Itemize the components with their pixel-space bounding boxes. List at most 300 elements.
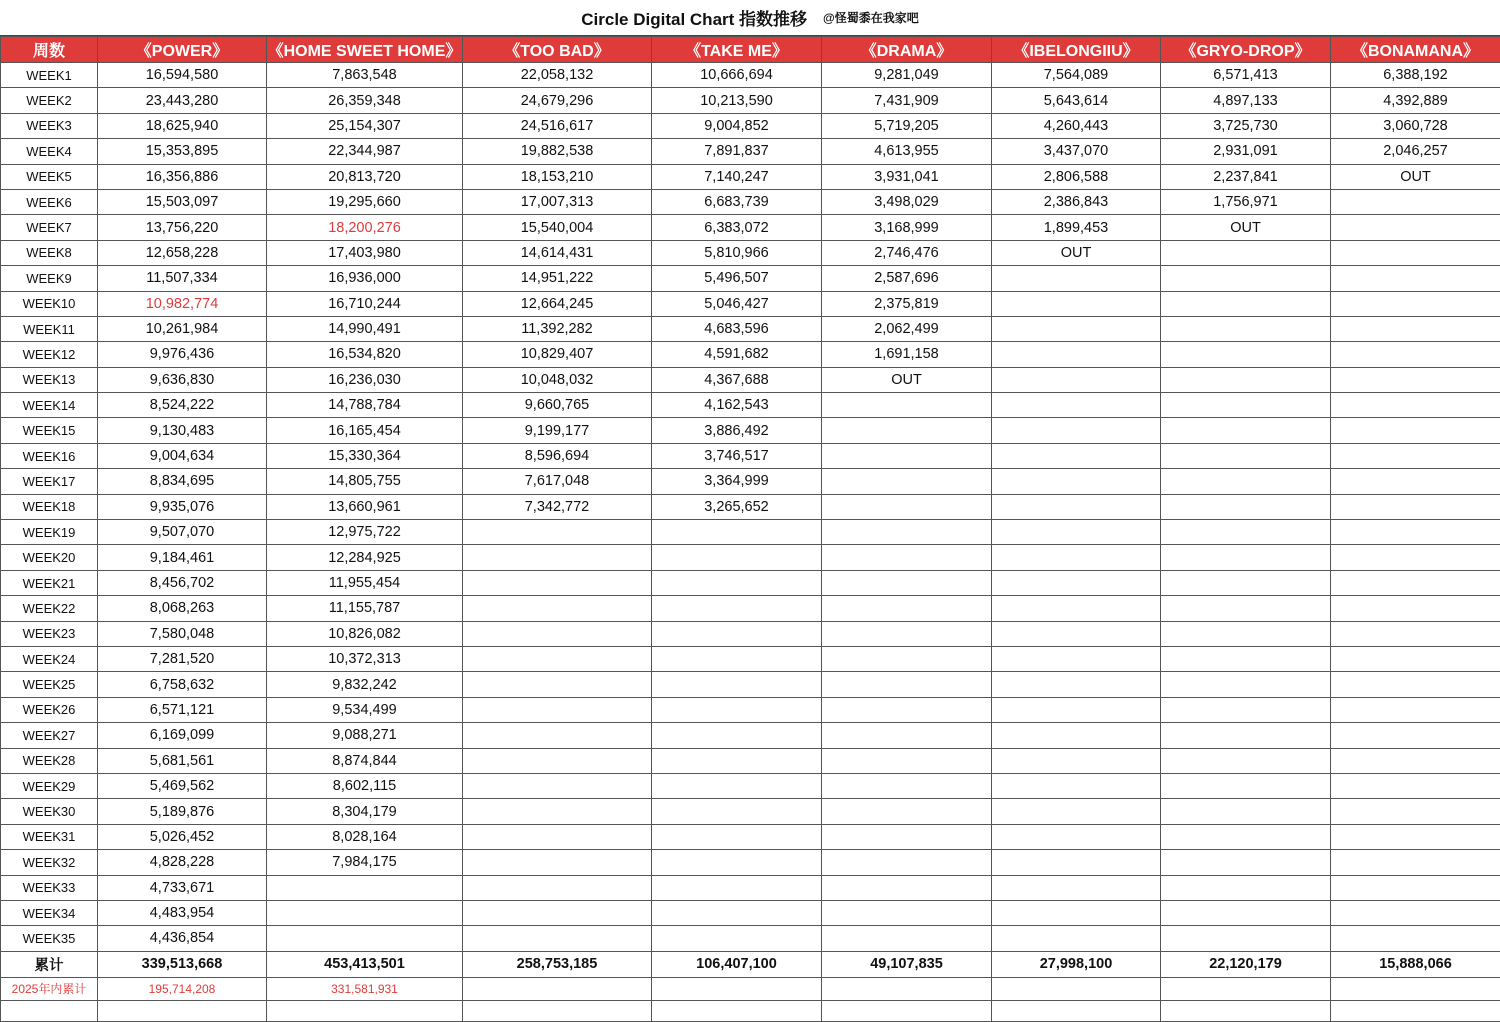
table-cell — [1161, 418, 1331, 443]
table-row — [1, 240, 1500, 265]
table-cell: 20,813,720 — [267, 164, 463, 189]
table-cell — [463, 570, 652, 595]
table-cell: 6,169,099 — [98, 723, 267, 748]
column-header-song: 《BONAMANA》 — [1331, 37, 1500, 63]
year-total-cell — [652, 977, 822, 1000]
total-cell: 339,513,668 — [98, 951, 267, 977]
table-cell — [1161, 469, 1331, 494]
week-label: WEEK16 — [1, 443, 98, 468]
table-cell — [1331, 875, 1500, 900]
table-cell: 22,058,132 — [463, 63, 652, 88]
table-cell — [1331, 621, 1500, 646]
table-cell: 10,261,984 — [98, 316, 267, 341]
table-cell — [992, 723, 1161, 748]
table-cell: 14,990,491 — [267, 316, 463, 341]
table-cell: 8,304,179 — [267, 799, 463, 824]
table-cell — [1331, 824, 1500, 849]
week-label: WEEK9 — [1, 266, 98, 291]
table-cell: 24,516,617 — [463, 113, 652, 138]
table-cell: 12,975,722 — [267, 520, 463, 545]
table-row — [1, 621, 1500, 646]
table-cell: 12,284,925 — [267, 545, 463, 570]
week-label: WEEK15 — [1, 418, 98, 443]
table-cell: 5,496,507 — [652, 266, 822, 291]
table-cell — [1331, 672, 1500, 697]
table-row — [1, 393, 1500, 418]
table-cell — [463, 646, 652, 671]
table-cell — [652, 520, 822, 545]
table-cell — [463, 824, 652, 849]
table-cell — [463, 875, 652, 900]
truncated-row — [1, 1000, 1500, 1021]
table-cell: 9,004,634 — [98, 443, 267, 468]
week-label: WEEK24 — [1, 646, 98, 671]
table-cell: 6,383,072 — [652, 215, 822, 240]
table-cell: 5,046,427 — [652, 291, 822, 316]
table-row — [1, 443, 1500, 468]
table-cell — [1331, 646, 1500, 671]
week-label: WEEK5 — [1, 164, 98, 189]
table-cell — [992, 697, 1161, 722]
week-label: WEEK6 — [1, 189, 98, 214]
truncated-cell — [1331, 1000, 1500, 1021]
table-row — [1, 697, 1500, 722]
table-cell: 18,200,276 — [267, 215, 463, 240]
table-cell — [463, 773, 652, 798]
table-cell: 6,388,192 — [1331, 63, 1500, 88]
table-cell: 16,594,580 — [98, 63, 267, 88]
table-cell — [992, 672, 1161, 697]
table-cell: 12,658,228 — [98, 240, 267, 265]
table-row — [1, 646, 1500, 671]
table-cell — [652, 875, 822, 900]
table-cell — [1331, 723, 1500, 748]
table-row — [1, 900, 1500, 925]
table-cell — [992, 596, 1161, 621]
table-cell — [822, 570, 992, 595]
week-label: WEEK33 — [1, 875, 98, 900]
table-cell — [1331, 342, 1500, 367]
table-cell: 8,602,115 — [267, 773, 463, 798]
table-row — [1, 291, 1500, 316]
table-cell: 4,591,682 — [652, 342, 822, 367]
table-cell: OUT — [1161, 215, 1331, 240]
week-label: WEEK29 — [1, 773, 98, 798]
table-cell — [1331, 316, 1500, 341]
table-cell — [992, 469, 1161, 494]
table-cell: 7,984,175 — [267, 850, 463, 875]
table-cell: 7,580,048 — [98, 621, 267, 646]
total-cell: 453,413,501 — [267, 951, 463, 977]
table-cell — [1161, 443, 1331, 468]
table-row — [1, 266, 1500, 291]
table-cell: 9,199,177 — [463, 418, 652, 443]
table-cell: 17,403,980 — [267, 240, 463, 265]
title-bar — [0, 0, 1500, 36]
table-cell: 1,756,971 — [1161, 189, 1331, 214]
table-cell: 15,503,097 — [98, 189, 267, 214]
table-cell — [1331, 850, 1500, 875]
column-header-song: 《TOO BAD》 — [463, 37, 652, 63]
table-cell: 4,436,854 — [98, 926, 267, 951]
table-cell — [992, 646, 1161, 671]
table-cell — [822, 646, 992, 671]
table-row — [1, 773, 1500, 798]
table-cell — [1161, 266, 1331, 291]
column-header-song: 《GRYO-DROP》 — [1161, 37, 1331, 63]
truncated-cell — [822, 1000, 992, 1021]
table-cell — [992, 621, 1161, 646]
table-cell — [1331, 773, 1500, 798]
week-label: WEEK3 — [1, 113, 98, 138]
table-cell — [463, 850, 652, 875]
table-cell — [652, 646, 822, 671]
table-cell: 7,431,909 — [822, 88, 992, 113]
table-cell: 8,524,222 — [98, 393, 267, 418]
table-row — [1, 418, 1500, 443]
table-cell — [822, 545, 992, 570]
week-label: WEEK27 — [1, 723, 98, 748]
table-cell: 3,498,029 — [822, 189, 992, 214]
week-label: WEEK18 — [1, 494, 98, 519]
table-row — [1, 139, 1500, 164]
table-cell: 9,935,076 — [98, 494, 267, 519]
table-cell: 4,162,543 — [652, 393, 822, 418]
week-label: WEEK28 — [1, 748, 98, 773]
table-cell: 10,826,082 — [267, 621, 463, 646]
table-cell — [463, 545, 652, 570]
table-cell: 4,828,228 — [98, 850, 267, 875]
table-cell: 3,265,652 — [652, 494, 822, 519]
table-cell — [463, 926, 652, 951]
table-cell — [1161, 646, 1331, 671]
page-subtitle: @怪蜀黍在我家吧 — [823, 9, 919, 26]
table-cell: 9,660,765 — [463, 393, 652, 418]
table-cell — [267, 926, 463, 951]
table-cell: 15,330,364 — [267, 443, 463, 468]
week-label: WEEK32 — [1, 850, 98, 875]
table-cell: 5,810,966 — [652, 240, 822, 265]
table-cell: 4,483,954 — [98, 900, 267, 925]
table-cell: 7,140,247 — [652, 164, 822, 189]
table-cell — [1161, 900, 1331, 925]
table-cell: OUT — [992, 240, 1161, 265]
table-cell: 5,026,452 — [98, 824, 267, 849]
week-label: WEEK20 — [1, 545, 98, 570]
table-cell: 5,189,876 — [98, 799, 267, 824]
year-total-cell — [1161, 977, 1331, 1000]
table-cell: 16,165,454 — [267, 418, 463, 443]
table-cell: 16,710,244 — [267, 291, 463, 316]
table-cell — [1161, 291, 1331, 316]
table-cell — [1331, 367, 1500, 392]
table-cell — [1331, 443, 1500, 468]
table-cell — [267, 900, 463, 925]
week-label: WEEK19 — [1, 520, 98, 545]
table-cell: 18,153,210 — [463, 164, 652, 189]
table-cell: 3,060,728 — [1331, 113, 1500, 138]
table-cell: 3,364,999 — [652, 469, 822, 494]
table-body — [1, 63, 1500, 1022]
table-row — [1, 545, 1500, 570]
week-label: WEEK2 — [1, 88, 98, 113]
table-cell — [1161, 799, 1331, 824]
table-cell: 7,564,089 — [992, 63, 1161, 88]
table-cell — [822, 900, 992, 925]
table-cell: 26,359,348 — [267, 88, 463, 113]
table-cell: 11,155,787 — [267, 596, 463, 621]
table-cell — [822, 443, 992, 468]
table-cell: 24,679,296 — [463, 88, 652, 113]
week-label: WEEK10 — [1, 291, 98, 316]
table-cell — [992, 900, 1161, 925]
total-row — [1, 951, 1500, 977]
table-cell — [1161, 697, 1331, 722]
table-cell — [1161, 494, 1331, 519]
column-header-song: 《POWER》 — [98, 37, 267, 63]
table-cell — [652, 926, 822, 951]
table-cell: 3,931,041 — [822, 164, 992, 189]
column-header-song: 《IBELONGIIU》 — [992, 37, 1161, 63]
table-cell: 2,375,819 — [822, 291, 992, 316]
table-cell: 3,886,492 — [652, 418, 822, 443]
table-cell: 18,625,940 — [98, 113, 267, 138]
table-cell: 5,469,562 — [98, 773, 267, 798]
table-cell — [1161, 773, 1331, 798]
table-cell — [822, 697, 992, 722]
year-total-row — [1, 977, 1500, 1000]
table-cell: OUT — [822, 367, 992, 392]
table-cell — [822, 723, 992, 748]
table-cell — [1331, 189, 1500, 214]
table-cell — [652, 697, 822, 722]
table-cell: 5,719,205 — [822, 113, 992, 138]
table-cell: 19,295,660 — [267, 189, 463, 214]
table-row — [1, 723, 1500, 748]
year-total-label: 2025年内累计 — [1, 977, 98, 1000]
week-label: WEEK8 — [1, 240, 98, 265]
table-cell: 2,237,841 — [1161, 164, 1331, 189]
year-total-cell: 195,714,208 — [98, 977, 267, 1000]
table-cell — [992, 316, 1161, 341]
table-cell: 3,725,730 — [1161, 113, 1331, 138]
table-cell: 11,507,334 — [98, 266, 267, 291]
table-cell — [463, 723, 652, 748]
table-cell — [822, 393, 992, 418]
week-label: WEEK34 — [1, 900, 98, 925]
table-cell — [1331, 215, 1500, 240]
table-cell: 9,088,271 — [267, 723, 463, 748]
table-row — [1, 570, 1500, 595]
table-cell — [822, 824, 992, 849]
table-cell — [992, 520, 1161, 545]
column-header-song: 《HOME SWEET HOME》 — [267, 37, 463, 63]
truncated-cell — [992, 1000, 1161, 1021]
table-cell: 5,681,561 — [98, 748, 267, 773]
truncated-cell — [267, 1000, 463, 1021]
table-cell — [463, 520, 652, 545]
table-cell — [992, 418, 1161, 443]
total-cell: 15,888,066 — [1331, 951, 1500, 977]
table-cell — [463, 799, 652, 824]
header-row — [1, 37, 1500, 63]
table-cell — [652, 723, 822, 748]
table-cell — [992, 393, 1161, 418]
table-cell: 2,806,588 — [992, 164, 1161, 189]
total-cell: 27,998,100 — [992, 951, 1161, 977]
table-cell — [463, 697, 652, 722]
table-cell — [463, 672, 652, 697]
table-cell — [822, 748, 992, 773]
week-label: WEEK31 — [1, 824, 98, 849]
table-row — [1, 520, 1500, 545]
table-cell: 10,982,774 — [98, 291, 267, 316]
table-cell: 11,392,282 — [463, 316, 652, 341]
table-cell — [992, 443, 1161, 468]
week-label: WEEK17 — [1, 469, 98, 494]
table-row — [1, 342, 1500, 367]
table-cell: 2,746,476 — [822, 240, 992, 265]
table-cell — [463, 748, 652, 773]
table-cell — [1331, 570, 1500, 595]
table-cell — [1331, 418, 1500, 443]
table-cell: 7,342,772 — [463, 494, 652, 519]
week-label: WEEK21 — [1, 570, 98, 595]
table-cell — [1161, 824, 1331, 849]
table-cell — [992, 570, 1161, 595]
table-cell — [992, 799, 1161, 824]
table-cell — [1161, 723, 1331, 748]
column-header-song: 《DRAMA》 — [822, 37, 992, 63]
table-cell: 3,168,999 — [822, 215, 992, 240]
table-cell: 9,507,070 — [98, 520, 267, 545]
table-cell — [1161, 875, 1331, 900]
week-label: WEEK13 — [1, 367, 98, 392]
table-cell: 9,184,461 — [98, 545, 267, 570]
table-cell: 8,068,263 — [98, 596, 267, 621]
table-cell — [652, 799, 822, 824]
table-cell: 6,571,413 — [1161, 63, 1331, 88]
table-cell — [652, 900, 822, 925]
column-header-week: 周数 — [1, 37, 98, 63]
table-cell — [992, 342, 1161, 367]
table-cell: 4,260,443 — [992, 113, 1161, 138]
table-cell — [1161, 850, 1331, 875]
table-cell: 8,456,702 — [98, 570, 267, 595]
table-cell — [1161, 545, 1331, 570]
table-cell — [1331, 520, 1500, 545]
table-cell — [992, 926, 1161, 951]
table-row — [1, 799, 1500, 824]
table-cell: 14,951,222 — [463, 266, 652, 291]
table-cell: 2,386,843 — [992, 189, 1161, 214]
data-table — [0, 36, 1500, 1022]
total-cell: 106,407,100 — [652, 951, 822, 977]
table-cell: 8,596,694 — [463, 443, 652, 468]
table-cell: 13,660,961 — [267, 494, 463, 519]
table-cell: 8,874,844 — [267, 748, 463, 773]
table-cell — [1161, 672, 1331, 697]
table-cell — [1161, 596, 1331, 621]
table-cell — [463, 621, 652, 646]
table-cell — [992, 748, 1161, 773]
table-row — [1, 850, 1500, 875]
table-cell — [822, 520, 992, 545]
table-cell: 22,344,987 — [267, 139, 463, 164]
table-cell: 4,897,133 — [1161, 88, 1331, 113]
table-cell — [652, 596, 822, 621]
table-cell: 3,746,517 — [652, 443, 822, 468]
table-cell — [1331, 291, 1500, 316]
table-cell — [652, 621, 822, 646]
table-cell: 2,062,499 — [822, 316, 992, 341]
table-row — [1, 748, 1500, 773]
table-cell: 4,367,688 — [652, 367, 822, 392]
table-cell — [1331, 393, 1500, 418]
week-label: WEEK22 — [1, 596, 98, 621]
table-cell — [463, 900, 652, 925]
table-cell: 5,643,614 — [992, 88, 1161, 113]
table-cell — [1331, 545, 1500, 570]
table-row — [1, 215, 1500, 240]
week-label: WEEK30 — [1, 799, 98, 824]
table-cell: 16,534,820 — [267, 342, 463, 367]
table-cell: 2,931,091 — [1161, 139, 1331, 164]
table-cell — [1331, 494, 1500, 519]
table-cell: 10,213,590 — [652, 88, 822, 113]
table-cell: 19,882,538 — [463, 139, 652, 164]
week-label: WEEK35 — [1, 926, 98, 951]
year-total-cell — [1331, 977, 1500, 1000]
week-label: WEEK26 — [1, 697, 98, 722]
table-cell: 1,899,453 — [992, 215, 1161, 240]
truncated-cell — [463, 1000, 652, 1021]
table-row — [1, 469, 1500, 494]
table-row — [1, 926, 1500, 951]
table-cell: 11,955,454 — [267, 570, 463, 595]
table-row — [1, 494, 1500, 519]
week-label: WEEK7 — [1, 215, 98, 240]
table-cell — [992, 266, 1161, 291]
table-cell — [822, 621, 992, 646]
table-cell — [822, 418, 992, 443]
table-row — [1, 189, 1500, 214]
table-cell — [1161, 316, 1331, 341]
table-cell: 14,788,784 — [267, 393, 463, 418]
week-label: WEEK11 — [1, 316, 98, 341]
table-cell: 16,936,000 — [267, 266, 463, 291]
table-cell: 10,048,032 — [463, 367, 652, 392]
table-cell: 15,353,895 — [98, 139, 267, 164]
table-cell — [1331, 240, 1500, 265]
total-label: 累计 — [1, 951, 98, 977]
table-cell — [1161, 240, 1331, 265]
table-cell: 9,534,499 — [267, 697, 463, 722]
total-cell: 22,120,179 — [1161, 951, 1331, 977]
table-cell: 10,666,694 — [652, 63, 822, 88]
table-cell — [992, 291, 1161, 316]
table-row — [1, 596, 1500, 621]
table-cell — [992, 850, 1161, 875]
week-label: WEEK23 — [1, 621, 98, 646]
table-cell: 6,571,121 — [98, 697, 267, 722]
table-cell — [1331, 266, 1500, 291]
table-cell — [992, 545, 1161, 570]
table-cell: 23,443,280 — [98, 88, 267, 113]
table-cell — [1331, 697, 1500, 722]
week-label: WEEK25 — [1, 672, 98, 697]
table-cell: 16,356,886 — [98, 164, 267, 189]
